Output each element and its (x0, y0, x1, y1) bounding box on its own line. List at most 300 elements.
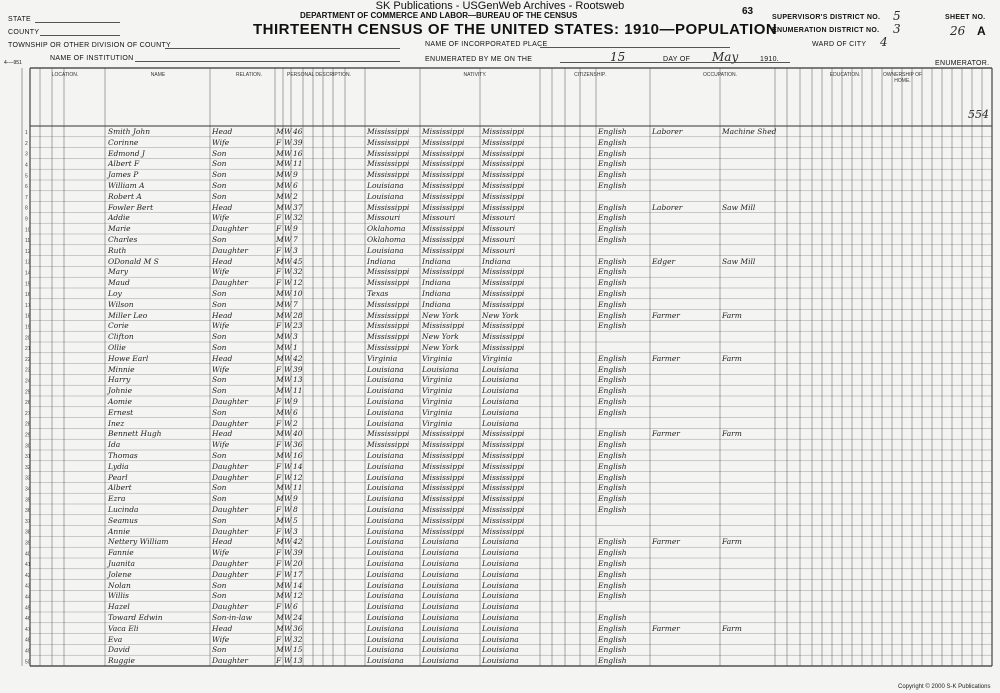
entry-sex: M (276, 591, 284, 601)
entry-father-birthplace: Louisiana (422, 645, 459, 655)
entry-birthplace: Mississippi (367, 321, 410, 331)
row-number: 50 (25, 659, 31, 666)
entry-mother-birthplace: Mississippi (482, 289, 525, 298)
entry-name: Hazel (108, 602, 130, 612)
entry-mother-birthplace: Mississippi (482, 202, 525, 212)
entry-age: 28 (293, 310, 303, 320)
entry-age: 16 (293, 451, 303, 460)
entry-mother-birthplace: Mississippi (482, 321, 525, 331)
entry-race: W (284, 613, 292, 622)
entry-language: English (598, 656, 627, 666)
entry-language: English (598, 310, 627, 320)
entry-relation: Head (212, 429, 233, 439)
entry-relation: Wife (212, 213, 230, 223)
entry-relation: Wife (212, 364, 230, 374)
entry-age: 24 (293, 613, 303, 622)
entry-mother-birthplace: Indiana (482, 256, 511, 266)
entry-relation: Daughter (212, 278, 248, 288)
entry-relation: Son (212, 170, 227, 180)
copyright-note: Copyright © 2000 S-K Publications (898, 684, 991, 690)
entry-age: 1 (293, 343, 298, 352)
entry-language: English (598, 451, 627, 460)
entry-race: W (284, 267, 292, 277)
entry-sex: M (276, 310, 284, 320)
entry-relation: Son (212, 375, 227, 385)
entry-race: W (284, 591, 292, 601)
entry-name: Fannie (108, 548, 134, 558)
entry-birthplace: Mississippi (367, 170, 410, 180)
entry-sex: M (276, 375, 284, 385)
entry-occupation: Farmer (652, 353, 680, 363)
entry-race: W (284, 656, 292, 666)
entry-race: W (284, 483, 292, 493)
entry-sex: M (276, 407, 284, 417)
entry-industry: Machine Shed (722, 127, 777, 136)
entry-race: W (284, 375, 292, 385)
entry-birthplace: Louisiana (367, 505, 404, 514)
entry-father-birthplace: Indiana (422, 299, 451, 309)
entry-name: Jolene (108, 569, 132, 579)
entry-age: 16 (293, 148, 303, 158)
entry-relation: Wife (212, 440, 230, 450)
entry-name: Willis (108, 591, 130, 601)
entry-relation: Son-in-law (212, 613, 253, 622)
entry-sex: M (276, 483, 284, 493)
entry-mother-birthplace: Louisiana (482, 591, 519, 601)
entry-sex: F (276, 245, 282, 255)
entry-industry: Saw Mill (722, 256, 756, 266)
entry-name: Lydia (108, 461, 129, 471)
entry-age: 13 (293, 375, 303, 385)
entry-father-birthplace: Louisiana (422, 591, 459, 601)
entry-race: W (284, 310, 292, 320)
entry-birthplace: Mississippi (367, 278, 410, 288)
entry-relation: Daughter (212, 397, 248, 406)
entry-relation: Son (212, 148, 227, 158)
entry-age: 13 (293, 656, 303, 666)
entry-name: Eva (108, 634, 123, 644)
entry-relation: Son (212, 407, 227, 417)
entry-relation: Son (212, 181, 227, 190)
entry-mother-birthplace: Mississippi (482, 137, 525, 147)
census-title: THIRTEENTH CENSUS OF THE UNITED STATES: 1910—POPULATION (253, 21, 778, 38)
entry-language: English (598, 170, 627, 180)
entry-birthplace: Louisiana (367, 515, 404, 525)
entry-industry: Farm (722, 537, 742, 547)
row-number: 1 (25, 130, 28, 137)
entry-sex: F (276, 364, 282, 374)
entry-age: 42 (293, 353, 303, 363)
entry-race: W (284, 569, 292, 579)
entry-age: 2 (293, 191, 298, 201)
entry-name: Aomie (108, 397, 132, 406)
supervisor-label: SUPERVISOR'S DISTRICT NO. (772, 14, 881, 21)
entry-language: English (598, 256, 627, 266)
entry-father-birthplace: Louisiana (422, 580, 459, 590)
entry-race: W (284, 451, 292, 460)
entry-birthplace: Louisiana (367, 591, 404, 601)
entry-sex: M (276, 202, 284, 212)
entry-sex: F (276, 634, 282, 644)
row-number: 33 (25, 475, 31, 482)
entry-sex: F (276, 559, 282, 568)
entry-relation: Daughter (212, 461, 248, 471)
entry-relation: Son (212, 515, 227, 525)
entry-father-birthplace: Mississippi (422, 181, 465, 190)
entry-father-birthplace: Indiana (422, 289, 451, 298)
entry-name: David (108, 645, 130, 655)
entry-sex: M (276, 386, 284, 396)
entry-sex: M (276, 127, 284, 136)
entry-language: English (598, 613, 627, 622)
entry-birthplace: Missouri (367, 213, 401, 223)
entry-language: English (598, 569, 627, 579)
entry-race: W (284, 461, 292, 471)
entry-language: English (598, 159, 627, 169)
entry-sex: M (276, 451, 284, 460)
entry-sex: F (276, 321, 282, 331)
entry-mother-birthplace: Virginia (482, 353, 513, 363)
entry-sex: F (276, 548, 282, 558)
entry-father-birthplace: Missouri (422, 213, 456, 223)
entry-name: Inez (108, 418, 125, 428)
entry-relation: Wife (212, 634, 230, 644)
row-number: 9 (25, 216, 28, 223)
entry-father-birthplace: Mississippi (422, 451, 465, 460)
entry-father-birthplace: Louisiana (422, 364, 459, 374)
entry-race: W (284, 505, 292, 514)
entry-age: 10 (293, 289, 303, 298)
entry-age: 20 (293, 559, 303, 568)
entry-relation: Head (212, 353, 233, 363)
entry-race: W (284, 137, 292, 147)
entry-race: W (284, 159, 292, 169)
entry-relation: Head (212, 310, 233, 320)
entry-father-birthplace: Louisiana (422, 537, 459, 547)
entry-language: English (598, 321, 627, 331)
entry-race: W (284, 343, 292, 352)
entry-name: Seamus (108, 515, 138, 525)
entry-occupation: Farmer (652, 623, 680, 633)
row-number: 12 (25, 248, 31, 255)
entry-age: 11 (293, 386, 303, 396)
row-number: 26 (25, 400, 31, 407)
entry-relation: Wife (212, 548, 230, 558)
entry-age: 7 (293, 235, 298, 244)
entry-race: W (284, 170, 292, 180)
entry-father-birthplace: Mississippi (422, 267, 465, 277)
entry-age: 3 (293, 245, 298, 255)
entry-race: W (284, 235, 292, 244)
entry-name: Charles (108, 235, 138, 244)
entry-language: English (598, 127, 627, 136)
entry-name: Howe Earl (108, 353, 149, 363)
entry-mother-birthplace: Mississippi (482, 159, 525, 169)
entry-name: Ernest (108, 407, 134, 417)
entry-race: W (284, 407, 292, 417)
entry-language: English (598, 278, 627, 288)
entry-race: W (284, 580, 292, 590)
entry-name: Ida (108, 440, 121, 450)
entry-mother-birthplace: Mississippi (482, 483, 525, 493)
entry-name: Smith John (108, 127, 151, 136)
entry-age: 23 (293, 321, 303, 331)
entry-language: English (598, 224, 627, 234)
entry-mother-birthplace: Louisiana (482, 537, 519, 547)
entry-age: 37 (293, 202, 303, 212)
heading-location: LOCATION. (51, 72, 79, 78)
entry-birthplace: Mississippi (367, 127, 410, 136)
entry-relation: Daughter (212, 418, 248, 428)
entry-age: 32 (293, 213, 303, 223)
entry-language: English (598, 299, 627, 309)
entry-sex: M (276, 429, 284, 439)
row-number: 7 (25, 194, 28, 201)
entry-occupation: Farmer (652, 537, 680, 547)
entry-age: 3 (293, 332, 298, 342)
entry-name: William A (108, 181, 145, 190)
entry-mother-birthplace: Louisiana (482, 634, 519, 644)
row-number: 41 (25, 562, 31, 569)
entry-mother-birthplace: Missouri (482, 245, 516, 255)
entry-birthplace: Mississippi (367, 148, 410, 158)
entry-mother-birthplace: Louisiana (482, 386, 519, 396)
entry-mother-birthplace: Louisiana (482, 656, 519, 666)
entry-birthplace: Mississippi (367, 137, 410, 147)
entry-language: English (598, 235, 627, 244)
entry-father-birthplace: Virginia (422, 397, 453, 406)
entry-name: Albert F (108, 159, 140, 169)
row-number: 20 (25, 335, 31, 342)
entry-relation: Son (212, 289, 227, 298)
entry-birthplace: Virginia (367, 353, 398, 363)
entry-relation: Son (212, 235, 227, 244)
entry-name: Minnie (108, 364, 135, 374)
entry-age: 17 (293, 569, 303, 579)
entry-language: English (598, 386, 627, 396)
entry-sex: M (276, 256, 284, 266)
row-number: 14 (25, 270, 31, 277)
entry-mother-birthplace: Louisiana (482, 397, 519, 406)
entry-industry: Farm (722, 429, 742, 439)
entry-name: Johnie (108, 386, 133, 396)
entry-mother-birthplace: Louisiana (482, 602, 519, 612)
entry-name: Vaca Eli (108, 623, 139, 633)
entry-age: 15 (293, 645, 303, 655)
entry-mother-birthplace: Mississippi (482, 429, 525, 439)
entry-relation: Head (212, 202, 233, 212)
heading-education: EDUCATION. (829, 72, 861, 78)
heading-name: NAME (150, 72, 166, 78)
entry-language: English (598, 472, 627, 482)
entry-sex: M (276, 299, 284, 309)
entry-race: W (284, 623, 292, 633)
entry-birthplace: Louisiana (367, 494, 404, 504)
ward-value: 4 (880, 35, 888, 49)
entry-name: Corie (108, 321, 129, 331)
entry-father-birthplace: Mississippi (422, 191, 465, 201)
entry-name: Clifton (108, 332, 134, 342)
entry-relation: Head (212, 127, 233, 136)
entry-sex: M (276, 515, 284, 525)
entry-mother-birthplace: Louisiana (482, 645, 519, 655)
entry-mother-birthplace: Missouri (482, 224, 516, 234)
entry-father-birthplace: Louisiana (422, 602, 459, 612)
entry-father-birthplace: Louisiana (422, 656, 459, 666)
entry-age: 9 (293, 170, 298, 180)
enumeration-label: ENUMERATION DISTRICT NO. (772, 27, 880, 34)
entry-father-birthplace: Indiana (422, 278, 451, 288)
entry-age: 11 (293, 159, 303, 169)
entry-sex: F (276, 418, 282, 428)
entry-language: English (598, 591, 627, 601)
entry-race: W (284, 213, 292, 223)
row-number: 25 (25, 389, 31, 396)
entry-name: Marie (108, 224, 131, 234)
entry-name: Albert (108, 483, 132, 493)
row-number: 29 (25, 432, 31, 439)
entry-father-birthplace: Mississippi (422, 148, 465, 158)
entry-birthplace: Indiana (367, 256, 396, 266)
entry-age: 12 (293, 472, 303, 482)
entry-birthplace: Louisiana (367, 386, 404, 396)
entry-occupation: Farmer (652, 310, 680, 320)
entry-age: 12 (293, 591, 303, 601)
entry-race: W (284, 397, 292, 406)
entry-birthplace: Louisiana (367, 634, 404, 644)
entry-birthplace: Oklahoma (367, 224, 406, 234)
entry-birthplace: Louisiana (367, 559, 404, 568)
entry-race: W (284, 148, 292, 158)
entry-language: English (598, 375, 627, 385)
entry-name: Annie (108, 526, 130, 536)
enumeration-value: 3 (893, 22, 901, 36)
entry-birthplace: Louisiana (367, 548, 404, 558)
entry-father-birthplace: Mississippi (422, 472, 465, 482)
entry-occupation: Edger (652, 256, 676, 266)
entry-relation: Son (212, 451, 227, 460)
entry-race: W (284, 418, 292, 428)
entry-birthplace: Louisiana (367, 461, 404, 471)
entry-mother-birthplace: Louisiana (482, 580, 519, 590)
entry-father-birthplace: Mississippi (422, 429, 465, 439)
entry-relation: Son (212, 483, 227, 493)
entry-mother-birthplace: New York (482, 310, 519, 320)
row-number: 23 (25, 367, 31, 374)
row-number: 42 (25, 572, 31, 579)
entry-name: Ezra (108, 494, 126, 504)
entry-race: W (284, 494, 292, 504)
entry-industry: Farm (722, 353, 742, 363)
entry-age: 46 (293, 127, 303, 136)
row-number: 48 (25, 637, 31, 644)
row-number: 27 (25, 410, 31, 417)
entry-race: W (284, 440, 292, 450)
row-number: 17 (25, 302, 31, 309)
entry-name: Lucinda (108, 505, 139, 514)
entry-name: Toward Edwin (108, 613, 163, 622)
state-label: STATE (8, 16, 32, 23)
entry-birthplace: Louisiana (367, 656, 404, 666)
entry-relation: Daughter (212, 224, 248, 234)
entry-language: English (598, 645, 627, 655)
entry-age: 5 (293, 515, 298, 525)
row-number: 32 (25, 464, 31, 471)
row-number: 13 (25, 259, 31, 266)
entry-sex: M (276, 645, 284, 655)
entry-race: W (284, 526, 292, 536)
row-number: 45 (25, 605, 31, 612)
entry-mother-birthplace: Louisiana (482, 623, 519, 633)
entry-mother-birthplace: Louisiana (482, 364, 519, 374)
entry-name: Ruggie (108, 656, 135, 666)
entry-language: English (598, 461, 627, 471)
entry-race: W (284, 256, 292, 266)
entry-race: W (284, 386, 292, 396)
entry-father-birthplace: Mississippi (422, 483, 465, 493)
entry-birthplace: Mississippi (367, 440, 410, 450)
entry-father-birthplace: Virginia (422, 386, 453, 396)
entry-father-birthplace: Mississippi (422, 202, 465, 212)
entry-mother-birthplace: Mississippi (482, 267, 525, 277)
entry-sex: M (276, 343, 284, 352)
entry-relation: Daughter (212, 526, 248, 536)
entry-sex: F (276, 526, 282, 536)
entry-birthplace: Louisiana (367, 191, 404, 201)
entry-sex: F (276, 656, 282, 666)
row-number: 4 (25, 162, 28, 169)
entry-age: 9 (293, 397, 298, 406)
entry-race: W (284, 634, 292, 644)
row-number: 19 (25, 324, 31, 331)
entry-age: 32 (293, 267, 303, 277)
row-number: 37 (25, 518, 31, 525)
entry-language: English (598, 505, 627, 514)
entry-age: 14 (293, 461, 303, 471)
heading-relation: RELATION. (235, 72, 263, 78)
form-number: 4-—951 (4, 60, 22, 66)
row-number: 35 (25, 497, 31, 504)
entry-sex: M (276, 613, 284, 622)
archive-banner: SK Publications - USGenWeb Archives - Rootsweb (375, 0, 625, 12)
entry-age: 6 (293, 407, 298, 417)
entry-mother-birthplace: Mississippi (482, 148, 525, 158)
entry-relation: Head (212, 623, 233, 633)
entry-sex: M (276, 235, 284, 244)
entry-race: W (284, 429, 292, 439)
entry-race: W (284, 127, 292, 136)
entry-name: Robert A (108, 191, 142, 201)
entry-sex: F (276, 278, 282, 288)
entry-name: Maud (108, 278, 130, 288)
entry-father-birthplace: Mississippi (422, 170, 465, 180)
entry-birthplace: Louisiana (367, 407, 404, 417)
entry-birthplace: Mississippi (367, 343, 410, 352)
entry-mother-birthplace: Missouri (482, 235, 516, 244)
entry-name: Ollie (108, 343, 126, 352)
heading-nativity: NATIVITY. (463, 72, 487, 78)
entry-birthplace: Louisiana (367, 569, 404, 579)
entry-relation: Son (212, 159, 227, 169)
entry-age: 12 (293, 278, 303, 288)
entry-father-birthplace: New York (422, 310, 459, 320)
entry-father-birthplace: Mississippi (422, 321, 465, 331)
entry-sex: M (276, 170, 284, 180)
entry-mother-birthplace: Mississippi (482, 494, 525, 504)
entry-relation: Daughter (212, 472, 248, 482)
page-number: 63 (742, 6, 754, 17)
row-number: 11 (25, 238, 31, 245)
